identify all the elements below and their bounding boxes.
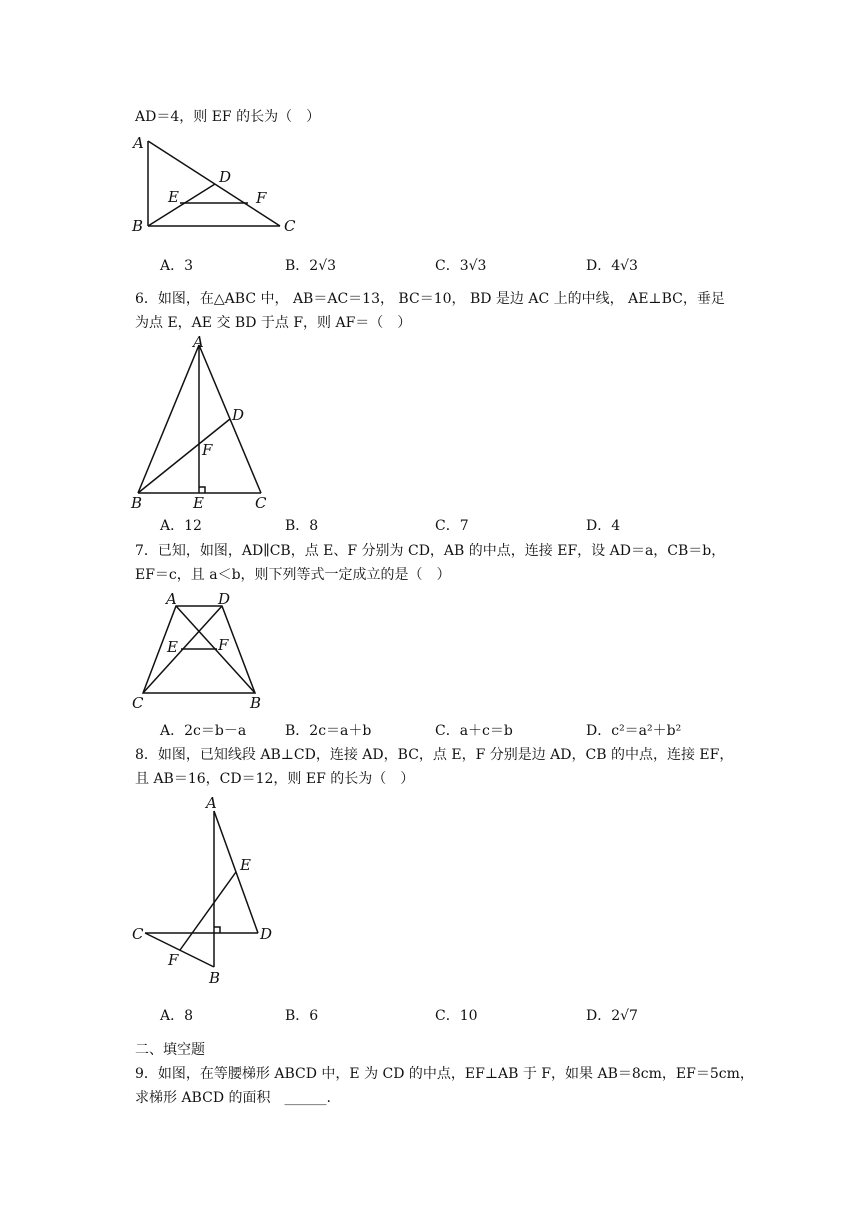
q8-label-f: F — [168, 951, 179, 969]
q8-label-c: C — [132, 925, 144, 943]
q5-label-a: A — [133, 134, 144, 152]
q8-option-a[interactable]: A．8 — [160, 1008, 194, 1024]
q6-label-d: D — [232, 406, 245, 424]
q5-label-c: C — [284, 217, 296, 235]
q8-label-a: A — [206, 794, 217, 812]
q7-option-d[interactable]: D．c²＝a²＋b² — [586, 723, 682, 739]
q7-option-c[interactable]: C．a＋c＝b — [435, 723, 513, 739]
q5-label-d: D — [219, 168, 232, 186]
q5-option-b[interactable]: B．2√3 — [285, 258, 337, 274]
q6-stem-line1: 6．如图，在△ABC 中， AB＝AC＝13， BC＝10， BD 是边 AC 上的中线， AE⊥BC，垂足 — [135, 291, 725, 307]
q8-option-b[interactable]: B．6 — [285, 1008, 319, 1024]
q8-label-b: B — [209, 969, 221, 987]
q7-label-e: E — [167, 638, 178, 656]
q6-option-b[interactable]: B．8 — [285, 518, 319, 534]
q5-label-f: F — [256, 189, 267, 207]
q6-label-b: B — [131, 494, 143, 512]
q8-stem-line1: 8．如图，已知线段 AB⊥CD，连接 AD，BC，点 E，F 分别是边 AD，CB 的中点，连接 EF， — [135, 747, 734, 763]
q5-option-c[interactable]: C．3√3 — [435, 258, 487, 274]
q7-label-a: A — [166, 590, 177, 608]
q7-option-b[interactable]: B．2c＝a＋b — [285, 723, 372, 739]
q7-label-d: D — [218, 590, 231, 608]
q6-label-e: E — [193, 494, 204, 512]
section2-heading: 二、填空题 — [135, 1042, 205, 1058]
q8-label-e: E — [240, 856, 251, 874]
q8-option-d[interactable]: D．2√7 — [586, 1008, 638, 1024]
q5-option-d[interactable]: D．4√3 — [586, 258, 638, 274]
q9-stem-line2: 求梯形 ABCD 的面积 ______. — [135, 1090, 331, 1106]
q5-option-a[interactable]: A．3 — [160, 258, 194, 274]
q7-label-f: F — [218, 636, 229, 654]
q7-stem-line2: EF＝c，且 a＜b，则下列等式一定成立的是（ ） — [135, 567, 451, 583]
q7-label-b: B — [250, 694, 262, 712]
q6-stem-line2: 为点 E，AE 交 BD 于点 F，则 AF＝（ ） — [135, 315, 412, 331]
q5-label-e: E — [168, 188, 179, 206]
q5-stem-end: AD＝4，则 EF 的长为（ ） — [135, 109, 321, 125]
q6-option-c[interactable]: C．7 — [435, 518, 469, 534]
q6-label-a: A — [193, 333, 204, 351]
q8-stem-line2: 且 AB＝16，CD＝12，则 EF 的长为（ ） — [135, 771, 415, 787]
q7-option-a[interactable]: A．2c＝b－a — [160, 723, 247, 739]
q6-option-d[interactable]: D．4 — [586, 518, 621, 534]
q7-label-c: C — [132, 694, 144, 712]
q8-label-d: D — [260, 925, 273, 943]
q6-label-f: F — [202, 441, 213, 459]
q7-stem-line1: 7．已知，如图，AD∥CB，点 E、F 分别为 CD，AB 的中点，连接 EF，设 AD＝a，CB＝b， — [135, 543, 726, 559]
q9-stem-line1: 9．如图，在等腰梯形 ABCD 中，E 为 CD 的中点，EF⊥AB 于 F，如果 AB＝8cm，EF＝5cm， — [135, 1066, 754, 1082]
q6-option-a[interactable]: A．12 — [160, 518, 202, 534]
q5-label-b: B — [132, 217, 144, 235]
q6-label-c: C — [255, 494, 267, 512]
q8-option-c[interactable]: C．10 — [435, 1008, 478, 1024]
